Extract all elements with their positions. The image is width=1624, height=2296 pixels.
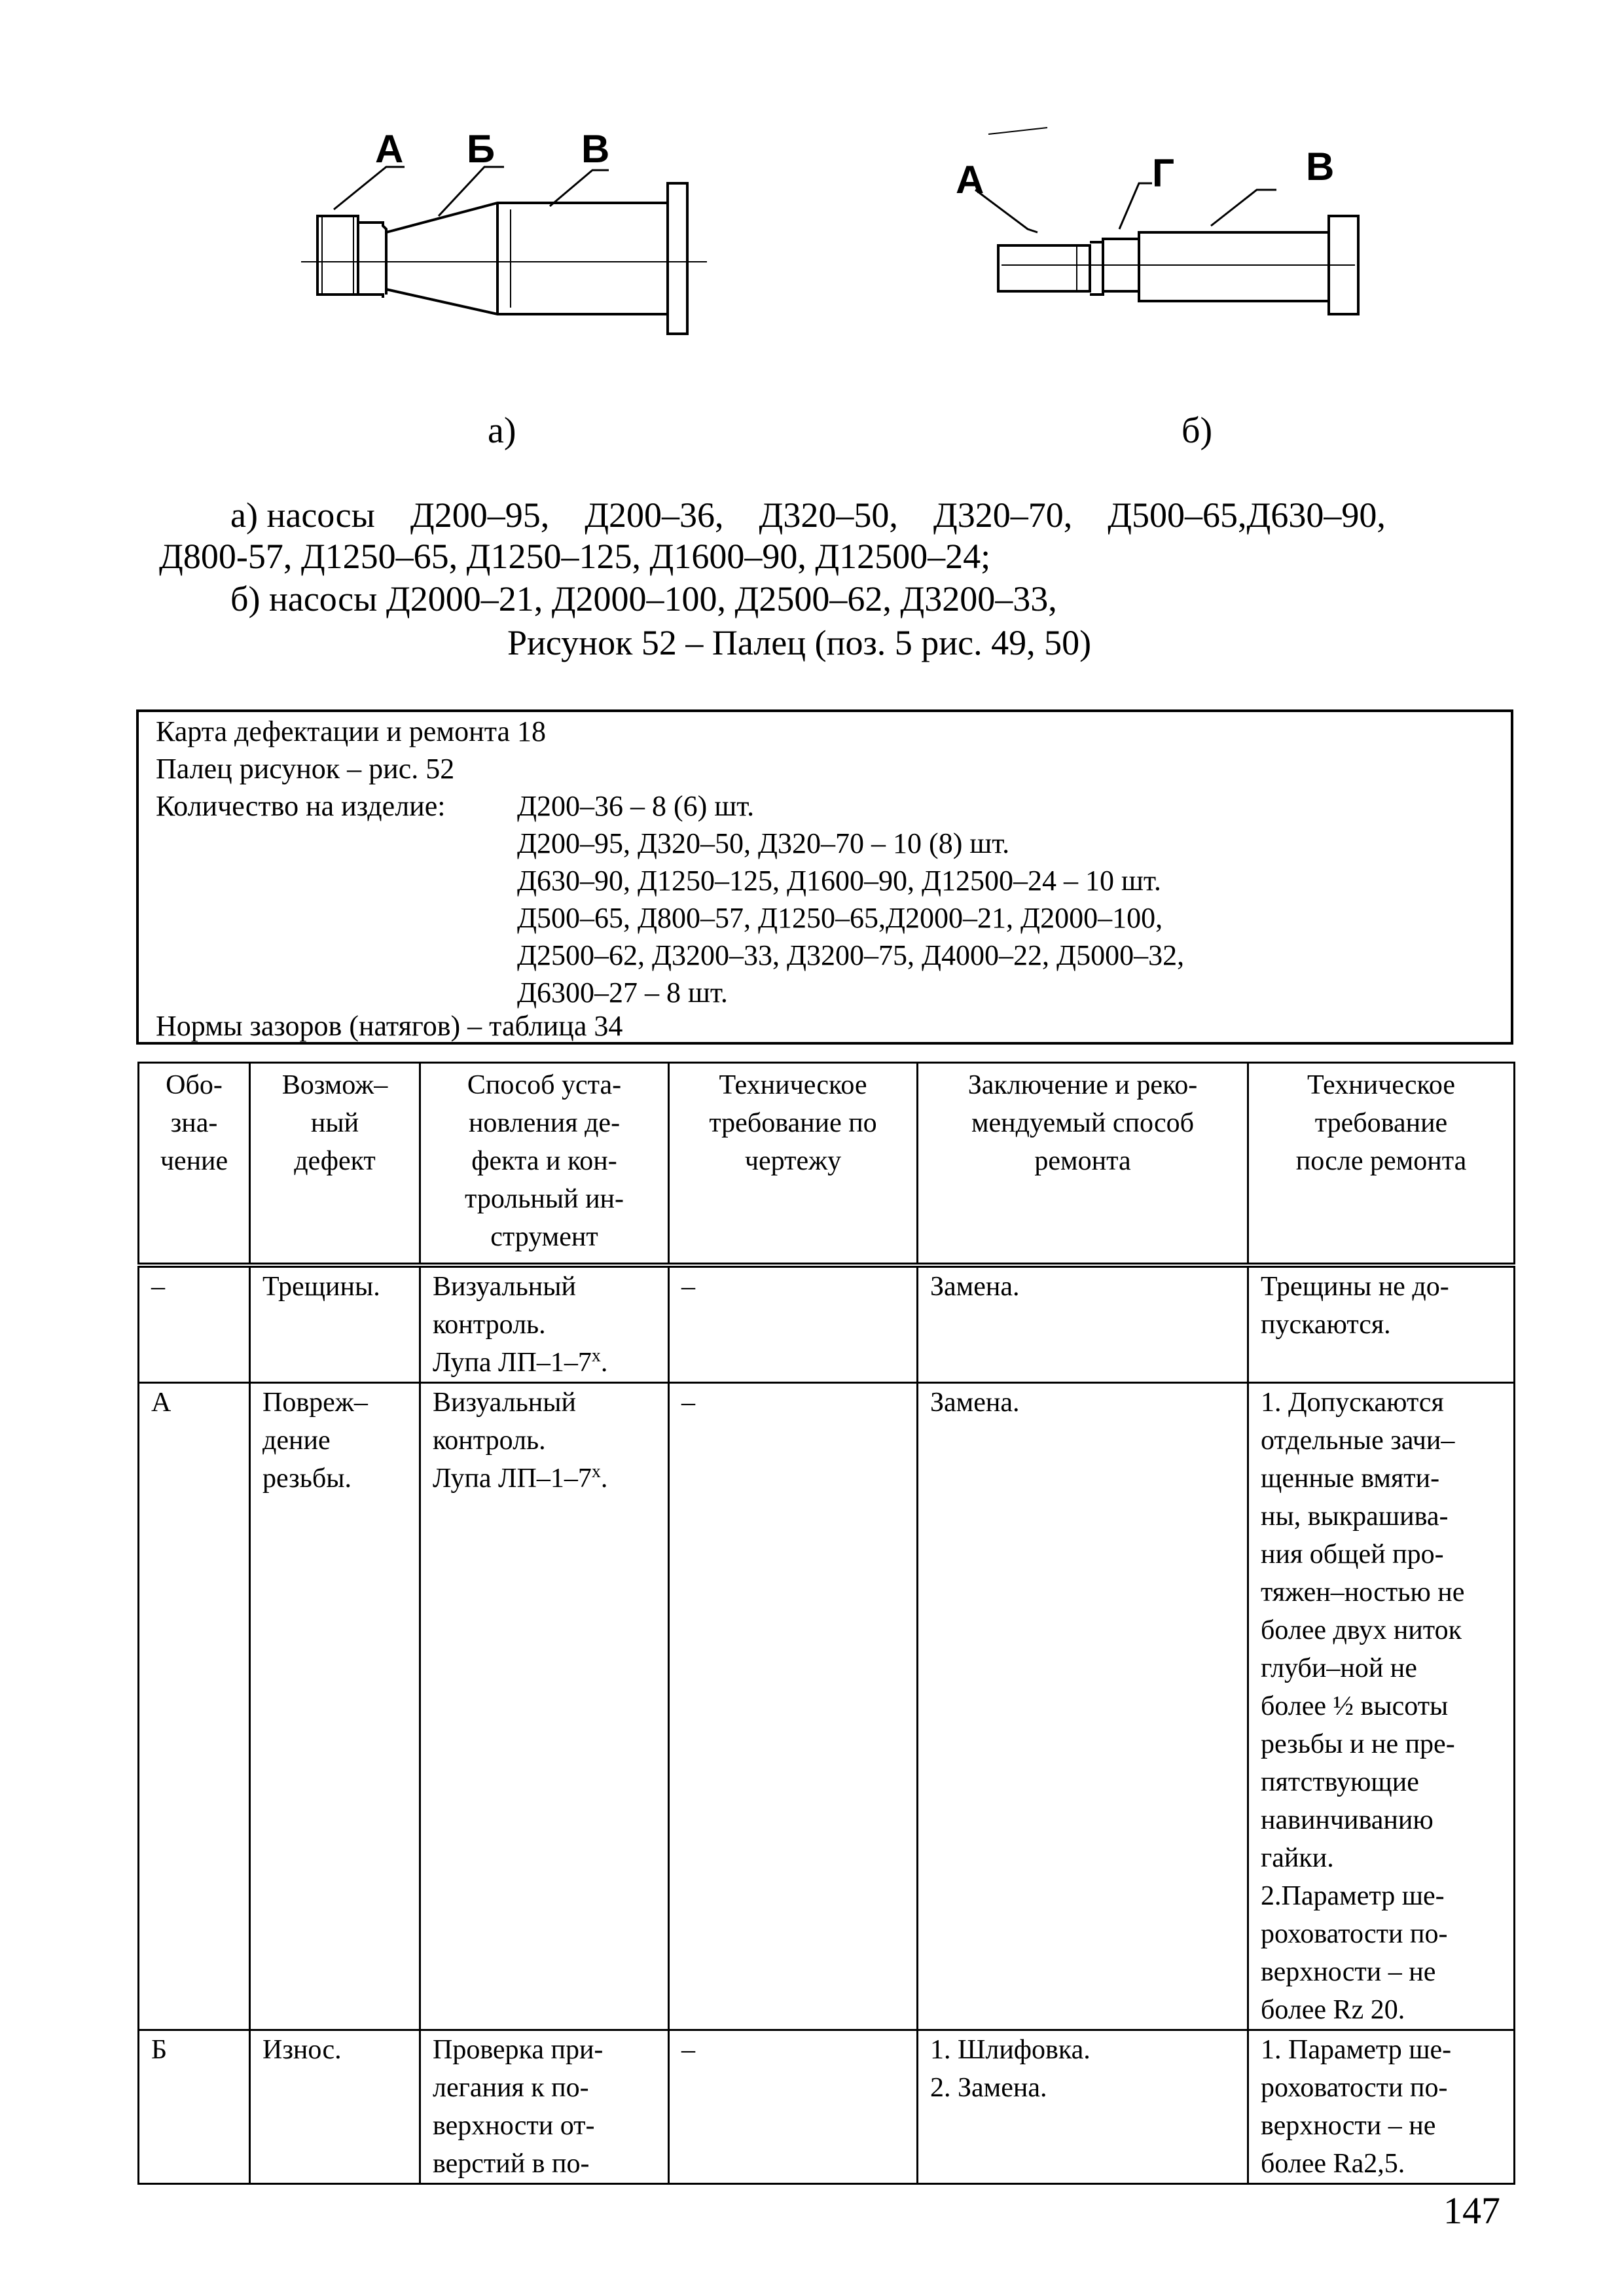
cell-defect: Трещины. xyxy=(250,1265,420,1383)
defect-table xyxy=(137,1062,1515,2185)
card-quantity-label: Количество на изделие: xyxy=(156,790,446,822)
card-norms: Нормы зазоров (натягов) – таблица 34 xyxy=(156,1010,623,1042)
pin-drawing-b xyxy=(949,118,1407,393)
card-quantity-line: Д630–90, Д1250–125, Д1600–90, Д12500–24 – 10 шт. xyxy=(517,865,1161,897)
tool-text-end: . xyxy=(600,1348,608,1378)
card-quantity-line: Д2500–62, Д3200–33, Д3200–75, Д4000–22, Д5000–32, xyxy=(517,939,1185,971)
defect-card-header xyxy=(136,709,1513,1045)
pin-drawing-a xyxy=(288,118,746,393)
table-row xyxy=(139,1265,1515,1383)
drawing-a-label-b: Б xyxy=(467,127,496,171)
card-quantity-line: Д500–65, Д800–57, Д1250–65,Д2000–21, Д2000–100, xyxy=(517,902,1163,934)
cell-repair: Замена. xyxy=(918,1383,1248,2030)
cell-drawing-requirement: – xyxy=(669,1383,918,2030)
header-after-repair: Техническое требование после ремонта xyxy=(1248,1063,1515,1266)
tool-superscript: х xyxy=(591,1346,601,1366)
table-row xyxy=(139,2030,1515,2184)
drawing-a-label-v: В xyxy=(581,127,610,171)
cell-defect: Износ. xyxy=(250,2030,420,2184)
cell-method: Проверка при- легания к по- верхности от- верстий в по- xyxy=(420,2030,669,2184)
header-method: Способ уста- новления де- фекта и кон- трольный ин- струмент xyxy=(420,1063,669,1266)
card-quantity-line: Д200–36 – 8 (6) шт. xyxy=(517,790,755,822)
cell-designation: – xyxy=(139,1265,250,1383)
card-title: Карта дефектации и ремонта 18 xyxy=(156,715,546,747)
caption-line-3: б) насосы Д2000–21, Д2000–100, Д2500–62, Д3200–33, xyxy=(230,579,1057,619)
drawing-b-label-g: Г xyxy=(1152,151,1175,195)
card-quantity-line: Д6300–27 – 8 шт. xyxy=(517,977,728,1009)
table-header-row xyxy=(139,1063,1515,1266)
tool-text: Лупа ЛП–1–7 xyxy=(433,1348,592,1378)
header-drawing-requirement: Техническое требование по чертежу xyxy=(669,1063,918,1266)
cell-drawing-requirement: – xyxy=(669,1265,918,1383)
header-repair: Заключение и реко- мендуемый способ ремонта xyxy=(918,1063,1248,1266)
cell-designation: А xyxy=(139,1383,250,2030)
tool-text-end: . xyxy=(600,1463,608,1494)
card-part: Палец рисунок – рис. 52 xyxy=(156,753,455,785)
cell-defect: Повреж– дение резьбы. xyxy=(250,1383,420,2030)
drawing-a-sublabel: а) xyxy=(488,410,516,451)
caption-line-2: Д800-57, Д1250–65, Д1250–125, Д1600–90, Д12500–24; xyxy=(159,537,991,576)
page-number: 147 xyxy=(1443,2189,1500,2232)
cell-after-repair: 1. Параметр ше- роховатости по- верхности – не более Ra2,5. xyxy=(1248,2030,1515,2184)
method-text: Визуальный контроль. xyxy=(433,1272,576,1340)
figure-caption: Рисунок 52 – Палец (поз. 5 рис. 49, 50) xyxy=(507,623,1092,662)
tool-text: Лупа ЛП–1–7 xyxy=(433,1463,592,1494)
cell-method xyxy=(420,1383,669,2030)
cell-after-repair: 1. Допускаются отдельные зачи– щенные вмяти- ны, выкрашива- ния общей про- тяжен–ностью не более двух ниток глуби–ной не более ½ высоты резьбы и не пре- пятствующие навинчиванию гайки. 2.Параметр ше- роховатости по- верхности – не более Rz 20. xyxy=(1248,1383,1515,2030)
card-quantity-line: Д200–95, Д320–50, Д320–70 – 10 (8) шт. xyxy=(517,827,1010,859)
header-defect: Возмож– ный дефект xyxy=(250,1063,420,1266)
cell-after-repair: Трещины не до- пускаются. xyxy=(1248,1265,1515,1383)
cell-repair: Замена. xyxy=(918,1265,1248,1383)
method-text: Визуальный контроль. xyxy=(433,1388,576,1456)
table-row xyxy=(139,1383,1515,2030)
drawing-b-label-a: А xyxy=(956,158,984,202)
drawing-b-label-v: В xyxy=(1306,145,1335,188)
cell-drawing-requirement: – xyxy=(669,2030,918,2184)
tool-superscript: х xyxy=(591,1462,601,1482)
drawing-a-label-a: А xyxy=(375,127,404,171)
cell-designation: Б xyxy=(139,2030,250,2184)
cell-repair: 1. Шлифовка. 2. Замена. xyxy=(918,2030,1248,2184)
drawing-b-sublabel: б) xyxy=(1182,410,1213,451)
caption-line-1: а) насосы Д200–95, Д200–36, Д320–50, Д320–70, Д500–65,Д630–90, xyxy=(230,495,1386,535)
header-designation: Обо- зна- чение xyxy=(139,1063,250,1266)
cell-method xyxy=(420,1265,669,1383)
